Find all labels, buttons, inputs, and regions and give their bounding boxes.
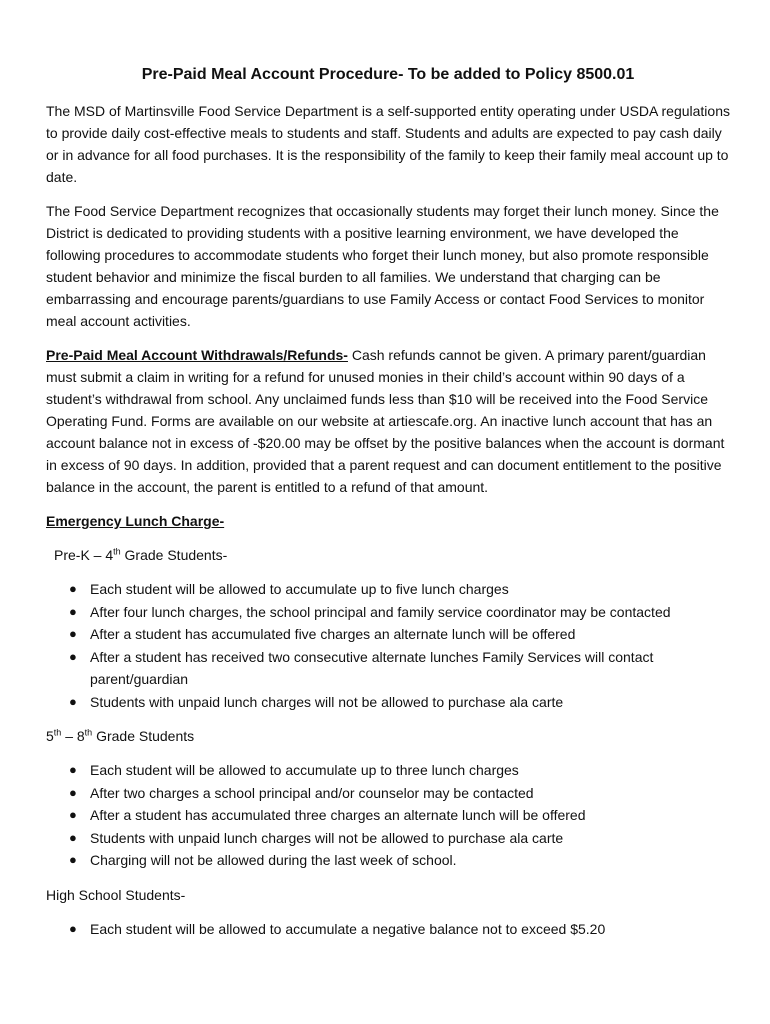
prek-subheading bbox=[46, 544, 730, 566]
withdrawals-paragraph bbox=[46, 344, 730, 498]
list-item-text: After two charges a school principal and/or counselor may be contacted bbox=[90, 784, 534, 801]
list-item-text: Each student will be allowed to accumulate up to three lunch charges bbox=[90, 762, 519, 778]
list-item bbox=[69, 759, 730, 782]
list-item bbox=[69, 782, 730, 805]
list-item bbox=[69, 601, 730, 624]
bullet-icon: ● bbox=[69, 762, 77, 777]
list-item-text: Charging will not be allowed during the last week of school. bbox=[90, 852, 457, 868]
list-item-text: After a student has accumulated five charges an alternate lunch will be offered bbox=[90, 626, 576, 642]
bullet-icon: ● bbox=[69, 693, 77, 709]
middle-label-sup: th bbox=[84, 727, 93, 738]
list-item bbox=[69, 646, 730, 691]
bullet-icon: ● bbox=[69, 603, 77, 619]
list-item bbox=[69, 578, 730, 601]
list-item-text: Each student will be allowed to accumulate up to five lunch charges bbox=[90, 581, 509, 597]
list-item bbox=[69, 691, 730, 714]
list-item-text: Each student will be allowed to accumulate a negative balance not to exceed $5.20 bbox=[90, 920, 606, 937]
high-subheading: High School Students- bbox=[46, 886, 186, 903]
middle-label-sup: th bbox=[53, 727, 62, 738]
list-item bbox=[69, 623, 730, 646]
intro-paragraph: The MSD of Martinsville Food Service Department is a self-supported entity operating under USDA regulations to provide daily cost-effective meals to students and staff. Students and adults are expected to pay cash daily or in advance for all food purchases. It is the responsibility of the family to keep their family meal account up to date. bbox=[46, 103, 730, 185]
list-item bbox=[69, 804, 730, 827]
list-item-text: After a student has accumulated three charges an alternate lunch will be offered bbox=[90, 807, 586, 823]
bullet-icon: ● bbox=[69, 852, 77, 867]
bullet-icon: ● bbox=[69, 829, 77, 845]
document-body bbox=[46, 64, 730, 952]
high-list bbox=[46, 918, 730, 941]
bullet-icon: ● bbox=[69, 648, 77, 664]
policy-paragraph: The Food Service Department recognizes that occasionally students may forget their lunch money. Since the District is dedicated to providing students with a positive learning environment, we have developed the following procedures to accommodate students who forget their lunch money, but also promote responsible student behavior and minimize the fiscal burden to all families. We understand that charging can be embarrassing and encourage parents/guardians to use Family Access or contact Food Services to monitor meal account activities. bbox=[46, 203, 719, 329]
bullet-icon: ● bbox=[69, 626, 77, 641]
list-item-text: After a student has received two consecutive alternate lunches Family Services will contact parent/guardian bbox=[90, 648, 654, 687]
middle-label-part: Grade Students bbox=[92, 728, 195, 744]
list-item-text: Students with unpaid lunch charges will not be allowed to purchase ala carte bbox=[90, 693, 564, 710]
prek-label-sup: th bbox=[113, 546, 121, 557]
list-item bbox=[69, 918, 730, 941]
bullet-icon: ● bbox=[69, 581, 77, 596]
prek-list bbox=[46, 578, 730, 713]
document-title: Pre-Paid Meal Account Procedure- To be added to Policy 8500.01 bbox=[141, 66, 635, 83]
bullet-icon: ● bbox=[69, 807, 77, 822]
middle-subheading bbox=[46, 725, 730, 747]
list-item bbox=[69, 849, 730, 872]
list-item bbox=[69, 827, 730, 850]
list-item-text: Students with unpaid lunch charges will not be allowed to purchase ala carte bbox=[90, 829, 564, 846]
list-item-text: After four lunch charges, the school principal and family service coordinator may be contacted bbox=[90, 603, 671, 620]
bullet-icon: ● bbox=[69, 784, 77, 800]
emergency-heading-line bbox=[46, 510, 730, 532]
bullet-icon: ● bbox=[69, 920, 77, 936]
prek-label-part: Grade Students- bbox=[120, 547, 228, 563]
emergency-heading: Emergency Lunch Charge- bbox=[46, 513, 225, 529]
middle-label-part: – 8 bbox=[61, 728, 85, 744]
withdrawals-heading: Pre-Paid Meal Account Withdrawals/Refunds- bbox=[46, 347, 348, 363]
middle-label-part: 5 bbox=[46, 728, 54, 744]
withdrawals-text: Cash refunds cannot be given. A primary parent/guardian must submit a claim in writing for a refund for unused monies in their child’s account within 90 days of a student’s withdrawal from school. Any unclaimed funds less than $10 will be received into the Food Service Operating Fund. Forms are available on our website at artiescafe.org. An inactive lunch account that has an account balance not in excess of -$20.00 may be offset by the positive balances when the account is dormant in excess of 90 days. In addition, provided that a parent request and can document entitlement to the positive balance in the account, the parent is entitled to a refund of that amount. bbox=[46, 347, 725, 495]
middle-list bbox=[46, 759, 730, 872]
prek-label-part: Pre-K – 4 bbox=[54, 547, 114, 563]
